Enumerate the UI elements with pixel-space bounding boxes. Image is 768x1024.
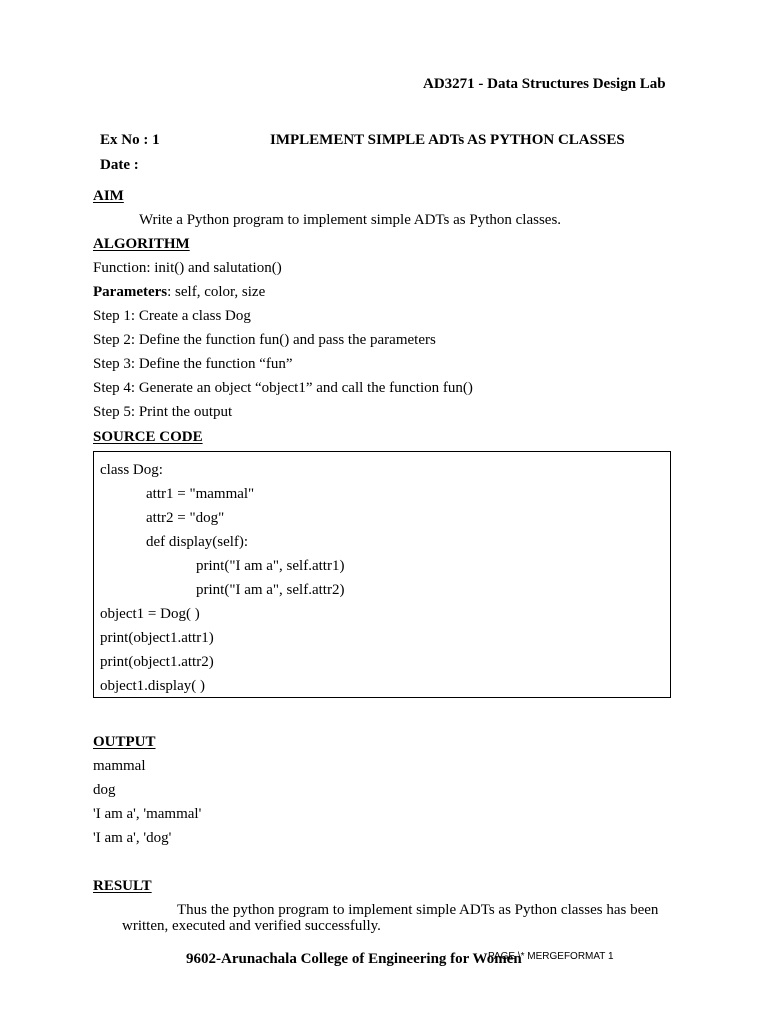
- algorithm-step: Step 3: Define the function “fun”: [93, 356, 293, 372]
- algorithm-step: Step 2: Define the function fun() and pass the parameters: [93, 332, 436, 348]
- exercise-title: IMPLEMENT SIMPLE ADTs AS PYTHON CLASSES: [270, 132, 625, 148]
- output-heading: OUTPUT: [93, 734, 156, 750]
- code-line: print("I am a", self.attr2): [196, 582, 345, 598]
- code-line: object1 = Dog( ): [100, 606, 200, 622]
- algorithm-step: Step 5: Print the output: [93, 404, 233, 420]
- code-line: attr2 = "dog": [146, 510, 225, 526]
- footer-college: 9602-Arunachala College of Engineering for Women: [186, 951, 522, 967]
- output-line: 'I am a', 'mammal': [93, 806, 202, 822]
- code-line: attr1 = "mammal": [146, 486, 255, 502]
- code-line: class Dog:: [100, 462, 163, 478]
- exercise-date: Date :: [100, 157, 139, 173]
- footer-page-field: PAGE \* MERGEFORMAT 1: [488, 951, 614, 962]
- algorithm-function: Function: init() and salutation(): [93, 260, 282, 276]
- algorithm-step: Step 4: Generate an object “object1” and call the function fun(): [93, 380, 473, 396]
- aim-heading: AIM: [93, 188, 124, 204]
- code-line: object1.display( ): [100, 678, 205, 694]
- code-line: print(object1.attr2): [100, 654, 214, 670]
- result-text: Thus the python program to implement simple ADTs as Python classes has been written, executed and verified successfully.: [122, 902, 659, 934]
- aim-text: Write a Python program to implement simple ADTs as Python classes.: [139, 212, 562, 228]
- output-line: mammal: [93, 758, 146, 774]
- parameters-label: Parameters: [93, 284, 168, 300]
- code-line: print("I am a", self.attr1): [196, 558, 345, 574]
- source-code-heading: SOURCE CODE: [93, 429, 203, 445]
- code-line: print(object1.attr1): [100, 630, 214, 646]
- algorithm-step: Step 1: Create a class Dog: [93, 308, 251, 324]
- exercise-number: Ex No : 1: [100, 132, 160, 148]
- code-line: def display(self):: [146, 534, 249, 550]
- output-line: 'I am a', 'dog': [93, 830, 172, 846]
- output-line: dog: [93, 782, 116, 798]
- source-code-box: [93, 451, 671, 698]
- algorithm-heading: ALGORITHM: [93, 236, 190, 252]
- result-heading: RESULT: [93, 878, 152, 894]
- parameters-value: : self, color, size: [167, 284, 266, 300]
- algorithm-parameters: [93, 283, 265, 301]
- course-title: AD3271 - Data Structures Design Lab: [423, 76, 666, 92]
